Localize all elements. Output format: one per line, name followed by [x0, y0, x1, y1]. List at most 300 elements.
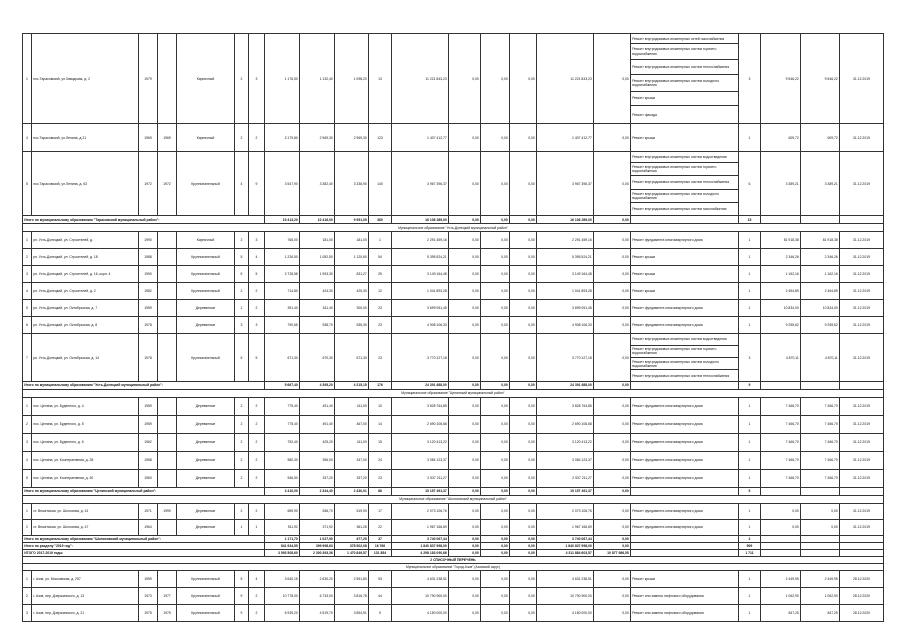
- total-area-cell: 714,80: [265, 283, 300, 300]
- total-area-cell: 10 778,00: [265, 587, 300, 604]
- unit-cost-cell: 1 162,16: [761, 266, 801, 283]
- floors-cell: 2: [235, 34, 249, 124]
- max-unit-cost-cell: 7 466,70: [801, 415, 840, 433]
- floors-cell: 2: [235, 503, 249, 519]
- other-funds-cell: 0,00: [594, 300, 631, 317]
- floors-cell: 5: [235, 266, 249, 283]
- residents-cell: 22: [369, 519, 392, 535]
- total-cost-cell: 2 073 106,76: [392, 503, 449, 519]
- total-area-cell: 3 640,15: [265, 570, 300, 587]
- local-funds-cell: 0,00: [510, 570, 537, 587]
- owner-funds-cell: 3 149 164,48: [537, 266, 594, 283]
- built-year-cell: 1990: [139, 266, 158, 283]
- subtotal-work-type-cell: [631, 549, 739, 556]
- subtotal-total-cost-cell: 1 840 837 998,00: [392, 542, 449, 549]
- subtotal-federal-funds-cell: 0,00: [449, 381, 481, 389]
- work-item: Ремонт внутридомовых инженерных систем горячего водоснабжения: [631, 44, 738, 59]
- other-funds-cell: 0,00: [594, 451, 631, 469]
- premises-area-cell: 425,20: [300, 433, 335, 451]
- owner-funds-cell: 2 690 106,68: [537, 415, 594, 433]
- total-area-cell: 1 176,50: [265, 34, 300, 124]
- residential-area-cell: 181,00: [335, 232, 369, 249]
- address-cell: пос. Целина, ул. Буденного, д. 5: [32, 415, 139, 433]
- federal-funds-cell: 0,00: [449, 300, 481, 317]
- regional-funds-cell: 0,00: [481, 397, 510, 415]
- built-year-cell: 1959: [139, 397, 158, 415]
- residential-area-cell: 519,90: [335, 503, 369, 519]
- row-number: 4: [23, 451, 32, 469]
- total-area-cell: 671,30: [265, 334, 300, 382]
- residential-area-cell: 3 854,91: [335, 604, 369, 621]
- subtotal-regional-funds-cell: 0,00: [481, 535, 510, 542]
- max-unit-cost-cell: 9 546,22: [801, 34, 840, 124]
- wall-material-cell: Крупнопанельный: [177, 283, 235, 300]
- local-funds-cell: 0,00: [510, 249, 537, 266]
- federal-funds-cell: 0,00: [449, 570, 481, 587]
- unit-cost-cell: 7 466,70: [761, 397, 801, 415]
- max-unit-cost-cell: 7 466,70: [801, 433, 840, 451]
- deadline-cell: 31.12.2019: [840, 283, 884, 300]
- works-count-cell: 1: [739, 317, 761, 334]
- municipality-heading: Муниципальное образование "Усть-Донецкий муниципальный район": [23, 224, 884, 232]
- municipality-heading-row: [23, 389, 884, 397]
- address-cell: пос.Тарасовский, ул.Заводская, д. 2: [32, 34, 139, 124]
- entrances-cell: 3: [249, 34, 265, 124]
- max-unit-cost-cell: 7 466,70: [801, 451, 840, 469]
- subtotal-label: Итого по муниципальному образованию "Тарасовский муниципальный район":: [23, 216, 265, 224]
- subtotal-owner-funds-cell: 16 106 289,00: [537, 216, 594, 224]
- reconstruction-year-cell: [158, 300, 177, 317]
- address-cell: рп. Усть-Донецкий, ул. Октябрьская, д. 14: [32, 334, 139, 382]
- floors-cell: 2: [235, 469, 249, 487]
- subtotal-local-funds-cell: 0,00: [510, 216, 537, 224]
- other-funds-cell: 0,00: [594, 415, 631, 433]
- total-area-cell: 752,40: [265, 433, 300, 451]
- reconstruction-year-cell: [158, 334, 177, 382]
- subtotal-row: [23, 549, 884, 556]
- deadline-cell: 28.12.2020: [840, 587, 884, 604]
- residents-cell: 23: [369, 334, 392, 382]
- regional-funds-cell: 0,00: [481, 249, 510, 266]
- total-cost-cell: 4 908 106,33: [392, 317, 449, 334]
- subtotal-deadline-cell: [840, 549, 884, 556]
- owner-funds-cell: 3 084 123,37: [537, 451, 594, 469]
- owner-funds-cell: 3 120 413,22: [537, 433, 594, 451]
- subtotal-regional-funds-cell: 0,00: [481, 487, 510, 495]
- floors-cell: 2: [235, 415, 249, 433]
- subtotal-row: [23, 542, 884, 549]
- total-cost-cell: 1 967 166,69: [392, 519, 449, 535]
- wall-material-cell: Кирпичный: [177, 34, 235, 124]
- table-row: [23, 604, 884, 621]
- capital-repair-register-sheet: [22, 33, 883, 622]
- reconstruction-year-cell: 1999: [158, 503, 177, 519]
- subtotal-work-type-cell: [631, 487, 739, 495]
- residents-cell: 54: [369, 249, 392, 266]
- address-cell: рп. Усть-Донецкий, ул. Октябрьская, д. 7: [32, 300, 139, 317]
- subtotal-other-funds-cell: 0,00: [594, 216, 631, 224]
- subtotal-row: [23, 535, 884, 542]
- unit-cost-cell: 9 546,22: [761, 34, 801, 124]
- reconstruction-year-cell: [158, 570, 177, 587]
- residential-area-cell: 3 816,78: [335, 587, 369, 604]
- residents-cell: 17: [369, 503, 392, 519]
- premises-area-cell: 181,00: [300, 232, 335, 249]
- deadline-cell: 31.12.2019: [840, 415, 884, 433]
- entrances-cell: 2: [249, 604, 265, 621]
- regional-funds-cell: 0,00: [481, 232, 510, 249]
- subtotal-deadline-cell: [840, 216, 884, 224]
- subtotal-unit-cost-cell: [761, 549, 801, 556]
- owner-funds-cell: 11 221 843,23: [537, 34, 594, 124]
- premises-area-cell: 2 969,30: [300, 124, 335, 152]
- total-cost-cell: 3 149 164,48: [392, 266, 449, 283]
- row-number: 1: [23, 570, 32, 587]
- federal-funds-cell: 0,00: [449, 152, 481, 216]
- work-type-cell: Ремонт фундамента многоквартирного дома: [631, 451, 739, 469]
- subtotal-premises-area-cell: 2 344,40: [300, 487, 335, 495]
- unit-cost-cell: 81 918,38: [761, 232, 801, 249]
- entrances-cell: 9: [249, 152, 265, 216]
- table-row: [23, 469, 884, 487]
- municipality-heading: Муниципальное образование "Шолоховский муниципальный район": [23, 495, 884, 503]
- work-type-cell: [631, 152, 739, 216]
- entrances-cell: 3: [249, 232, 265, 249]
- other-funds-cell: 0,00: [594, 266, 631, 283]
- other-funds-cell: 0,00: [594, 334, 631, 382]
- subtotal-unit-cost-cell: [761, 216, 801, 224]
- table-row: [23, 451, 884, 469]
- address-cell: пос.Тарасовский, ул.Ленина, д. 63: [32, 152, 139, 216]
- subtotal-owner-funds-cell: 15 157 491,37: [537, 487, 594, 495]
- other-funds-cell: 0,00: [594, 587, 631, 604]
- entrances-cell: 2: [249, 433, 265, 451]
- work-type-cell: Ремонт или замена лифтового оборудования: [631, 604, 739, 621]
- deadline-cell: 31.12.2019: [840, 519, 884, 535]
- total-area-cell: 6 939,20: [265, 604, 300, 621]
- wall-material-cell: Крупнопанельный: [177, 152, 235, 216]
- address-cell: пос. Целина, ул. Кооперативная, д. 30: [32, 469, 139, 487]
- works-count-cell: 1: [739, 415, 761, 433]
- reconstruction-year-cell: [158, 519, 177, 535]
- owner-funds-cell: 4 631 238,51: [537, 570, 594, 587]
- reconstruction-year-cell: [158, 415, 177, 433]
- work-type-cell: Ремонт крыши: [631, 124, 739, 152]
- subtotal-max-unit-cost-cell: [801, 216, 840, 224]
- subtotal-label: ИТОГО 2017-2019 годы:: [23, 549, 265, 556]
- subtotal-max-unit-cost-cell: [801, 487, 840, 495]
- local-funds-cell: 0,00: [510, 334, 537, 382]
- residential-area-cell: 831,27: [335, 266, 369, 283]
- max-unit-cost-cell: 0,00: [801, 519, 840, 535]
- row-number: 3: [23, 266, 32, 283]
- entrances-cell: 2: [249, 451, 265, 469]
- work-type-cell: Ремонт фундамента многоквартирного дома: [631, 397, 739, 415]
- municipality-heading-row: [23, 563, 884, 570]
- built-year-cell: 1962: [139, 433, 158, 451]
- address-cell: рп. Усть-Донецкий, ул. Октябрьская, д. 8: [32, 317, 139, 334]
- residential-area-cell: 411,00: [335, 433, 369, 451]
- entrances-cell: 4: [249, 570, 265, 587]
- floors-cell: 2: [235, 433, 249, 451]
- address-cell: пос. Целина, ул. Буденного, д. 6: [32, 433, 139, 451]
- built-year-cell: 1973: [139, 587, 158, 604]
- owner-funds-cell: 10 790 900,00: [537, 587, 594, 604]
- regional-funds-cell: 0,00: [481, 317, 510, 334]
- works-count-cell: 1: [739, 232, 761, 249]
- other-funds-cell: 0,00: [594, 570, 631, 587]
- unit-cost-cell: 7 466,70: [761, 469, 801, 487]
- deadline-cell: 31.12.2019: [840, 469, 884, 487]
- premises-area-cell: 337,20: [300, 469, 335, 487]
- federal-funds-cell: 0,00: [449, 469, 481, 487]
- built-year-cell: 1959: [139, 570, 158, 587]
- works-count-cell: 1: [739, 519, 761, 535]
- local-funds-cell: 0,00: [510, 433, 537, 451]
- subtotal-unit-cost-cell: [761, 487, 801, 495]
- residents-cell: 140: [369, 152, 392, 216]
- entrances-cell: 3: [249, 317, 265, 334]
- floors-cell: 9: [235, 604, 249, 621]
- owner-funds-cell: 5 395 524,21: [537, 249, 594, 266]
- premises-area-cell: 424,30: [300, 283, 335, 300]
- subtotal-deadline-cell: [840, 487, 884, 495]
- premises-area-cell: 1 082,50: [300, 249, 335, 266]
- other-funds-cell: 0,00: [594, 604, 631, 621]
- subtotal-residents-cell: 86: [369, 487, 392, 495]
- subtotal-other-funds-cell: 0,00: [594, 535, 631, 542]
- local-funds-cell: 0,00: [510, 469, 537, 487]
- owner-funds-cell: 1 041 893,28: [537, 283, 594, 300]
- reconstruction-year-cell: [158, 469, 177, 487]
- work-item: Ремонт крыши: [631, 92, 738, 106]
- subtotal-premises-area-cell: 10 416,00: [300, 216, 335, 224]
- federal-funds-cell: 0,00: [449, 604, 481, 621]
- local-funds-cell: 0,00: [510, 397, 537, 415]
- address-cell: ст. Вешенская, ул. Шолохова, д. 41: [32, 503, 139, 519]
- built-year-cell: 1972: [139, 152, 158, 216]
- subtotal-works-count-cell: 1 711: [739, 549, 761, 556]
- row-number: 4: [23, 283, 32, 300]
- subtotal-total-area-cell: 3 593 508,60: [265, 549, 300, 556]
- works-count-cell: 1: [739, 503, 761, 519]
- federal-funds-cell: 0,00: [449, 415, 481, 433]
- work-item: Ремонт внутридомовых инженерных систем горячего водоснабжения: [631, 346, 738, 358]
- deadline-cell: 31.12.2019: [840, 451, 884, 469]
- max-unit-cost-cell: 0,00: [801, 503, 840, 519]
- built-year-cell: 1990: [139, 232, 158, 249]
- regional-funds-cell: 0,00: [481, 604, 510, 621]
- reconstruction-year-cell: [158, 249, 177, 266]
- residential-area-cell: 337,20: [335, 469, 369, 487]
- works-count-cell: 1: [739, 124, 761, 152]
- built-year-cell: 1959: [139, 415, 158, 433]
- other-funds-cell: 0,00: [594, 317, 631, 334]
- total-cost-cell: 1 041 893,28: [392, 283, 449, 300]
- works-count-cell: 6: [739, 152, 761, 216]
- works-count-cell: 1: [739, 570, 761, 587]
- work-type-cell: Ремонт фундамента многоквартирного дома: [631, 503, 739, 519]
- subtotal-total-cost-cell: 16 106 289,00: [392, 216, 449, 224]
- entrances-cell: 2: [249, 283, 265, 300]
- work-item: Ремонт внутридомовых инженерных систем водоотведения: [631, 152, 738, 162]
- total-area-cell: 3 179,80: [265, 124, 300, 152]
- max-unit-cost-cell: 4 870,11: [801, 334, 840, 382]
- row-number: 1: [23, 503, 32, 519]
- other-funds-cell: 0,00: [594, 152, 631, 216]
- total-cost-cell: 3 084 123,37: [392, 451, 449, 469]
- subtotal-federal-funds-cell: 0,00: [449, 216, 481, 224]
- regional-funds-cell: 0,00: [481, 266, 510, 283]
- entrances-cell: 2: [249, 415, 265, 433]
- subtotal-work-type-cell: [631, 216, 739, 224]
- floors-cell: 9: [235, 587, 249, 604]
- floors-cell: 2: [235, 397, 249, 415]
- deadline-cell: 31.12.2019: [840, 317, 884, 334]
- local-funds-cell: 0,00: [510, 451, 537, 469]
- unit-cost-cell: 847,25: [761, 604, 801, 621]
- premises-area-cell: 6 733,00: [300, 587, 335, 604]
- works-count-cell: 1: [739, 300, 761, 317]
- work-item: Ремонт внутридомовых инженерных систем холодного водоснабжения: [631, 358, 738, 370]
- work-item: Ремонт внутридомовых инженерных систем теплоснабжения: [631, 176, 738, 189]
- federal-funds-cell: 0,00: [449, 124, 481, 152]
- subtotal-work-type-cell: [631, 535, 739, 542]
- total-area-cell: 3 728,58: [265, 266, 300, 283]
- subtotal-federal-funds-cell: 0,00: [449, 542, 481, 549]
- residents-cell: 24: [369, 451, 392, 469]
- local-funds-cell: 0,00: [510, 266, 537, 283]
- owner-funds-cell: 4 908 106,33: [537, 317, 594, 334]
- deadline-cell: 31.12.2019: [840, 397, 884, 415]
- regional-funds-cell: 0,00: [481, 415, 510, 433]
- work-item: Ремонт фасада: [632, 112, 657, 117]
- subtotal-unit-cost-cell: [761, 381, 801, 389]
- residents-cell: 23: [369, 300, 392, 317]
- table-row: [23, 317, 884, 334]
- wall-material-cell: Деревянные: [177, 397, 235, 415]
- work-item: Ремонт внутридомовых инженерных систем теплоснабжения: [631, 60, 738, 75]
- total-cost-cell: 2 537 211,27: [392, 469, 449, 487]
- floors-cell: 2: [235, 124, 249, 152]
- residential-area-cell: 467,00: [335, 415, 369, 433]
- subtotal-total-area-cell: 1 171,70: [265, 535, 300, 542]
- subtotal-other-funds-cell: 10 877 986,55: [594, 549, 631, 556]
- max-unit-cost-cell: 7 466,70: [801, 469, 840, 487]
- work-type-cell: Ремонт фундамента многоквартирного дома: [631, 317, 739, 334]
- total-area-cell: 580,30: [265, 451, 300, 469]
- subtotal-deadline-cell: [840, 535, 884, 542]
- subtotal-regional-funds-cell: 0,00: [481, 549, 510, 556]
- deadline-cell: 28.12.2020: [840, 604, 884, 621]
- unit-cost-cell: 0,00: [761, 503, 801, 519]
- federal-funds-cell: 0,00: [449, 433, 481, 451]
- table-row: [23, 433, 884, 451]
- wall-material-cell: Крупнопанельный: [177, 570, 235, 587]
- residential-area-cell: 671,30: [335, 334, 369, 382]
- owner-funds-cell: 1 407 412,77: [537, 124, 594, 152]
- residential-area-cell: 411,00: [335, 397, 369, 415]
- address-cell: рп. Усть-Донецкий, ул. Строителей, д. 2: [32, 283, 139, 300]
- total-area-cell: 511,92: [265, 519, 300, 535]
- unit-cost-cell: 7 466,70: [761, 433, 801, 451]
- total-cost-cell: 5 395 524,21: [392, 249, 449, 266]
- subtotal-total-area-cell: 5 667,40: [265, 381, 300, 389]
- wall-material-cell: Деревянные: [177, 433, 235, 451]
- reconstruction-year-cell: 1977: [158, 587, 177, 604]
- row-number: 5: [23, 469, 32, 487]
- residential-area-cell: 1 098,20: [335, 34, 369, 124]
- subtotal-row: [23, 381, 884, 389]
- subtotal-deadline-cell: [840, 542, 884, 549]
- premises-area-cell: 491,40: [300, 397, 335, 415]
- work-item: Ремонт внутридомовых инженерных систем водоотведения: [631, 334, 738, 345]
- work-type-cell: Ремонт крыши: [631, 283, 739, 300]
- floors-cell: 1: [235, 300, 249, 317]
- premises-area-cell: 4 519,70: [300, 604, 335, 621]
- local-funds-cell: 0,00: [510, 519, 537, 535]
- municipality-heading-row: [23, 495, 884, 503]
- residential-area-cell: 2 969,30: [335, 124, 369, 152]
- reconstruction-year-cell: [158, 34, 177, 124]
- residential-area-cell: 347,00: [335, 451, 369, 469]
- subtotal-total-cost-cell: 24 391 688,00: [392, 381, 449, 389]
- unit-cost-cell: 2 454,89: [761, 283, 801, 300]
- subtotal-work-type-cell: [631, 381, 739, 389]
- regional-funds-cell: 0,00: [481, 124, 510, 152]
- regional-funds-cell: 0,00: [481, 433, 510, 451]
- wall-material-cell: Деревянные: [177, 503, 235, 519]
- wall-material-cell: Деревянные: [177, 317, 235, 334]
- deadline-cell: 31.12.2019: [840, 124, 884, 152]
- subtotal-residential-area-cell: 4 215,15: [335, 381, 369, 389]
- local-funds-cell: 0,00: [510, 152, 537, 216]
- reconstruction-year-cell: [158, 283, 177, 300]
- unit-cost-cell: 7 466,70: [761, 415, 801, 433]
- subtotal-regional-funds-cell: 0,00: [481, 381, 510, 389]
- works-count-cell: 1: [739, 451, 761, 469]
- subtotal-max-unit-cost-cell: [801, 542, 840, 549]
- work-type-cell: [631, 334, 739, 382]
- subtotal-residential-area-cell: 677,25: [335, 535, 369, 542]
- row-number: 1: [23, 232, 32, 249]
- premises-area-cell: 2 630,20: [300, 570, 335, 587]
- deadline-cell: 31.12.2019: [840, 503, 884, 519]
- reconstruction-year-cell: [158, 266, 177, 283]
- other-funds-cell: 0,00: [594, 519, 631, 535]
- reconstruction-year-cell: 1975: [158, 604, 177, 621]
- subtotal-local-funds-cell: 0,00: [510, 542, 537, 549]
- deadline-cell: 28.12.2020: [840, 570, 884, 587]
- unit-cost-cell: 10 834,00: [761, 300, 801, 317]
- total-area-cell: 546,50: [265, 469, 300, 487]
- work-item: Ремонт внутридомовых инженерных систем газоснабжения: [632, 207, 727, 212]
- premises-area-cell: 396,00: [300, 451, 335, 469]
- total-area-cell: 3 547,90: [265, 152, 300, 216]
- premises-area-cell: 536,70: [300, 503, 335, 519]
- residents-cell: 13: [369, 34, 392, 124]
- address-cell: г. Азов, пер. Дзержинского, д. 21: [32, 604, 139, 621]
- premises-area-cell: 341,40: [300, 300, 335, 317]
- works-count-cell: 1: [739, 397, 761, 415]
- entrances-cell: 4: [249, 249, 265, 266]
- address-cell: пос. Целина, ул. Буденного, д. 4: [32, 397, 139, 415]
- subtotal-other-funds-cell: 0,00: [594, 381, 631, 389]
- max-unit-cost-cell: 2 346,26: [801, 249, 840, 266]
- residential-area-cell: 3 336,90: [335, 152, 369, 216]
- subtotal-local-funds-cell: 0,00: [510, 487, 537, 495]
- other-funds-cell: 0,00: [594, 124, 631, 152]
